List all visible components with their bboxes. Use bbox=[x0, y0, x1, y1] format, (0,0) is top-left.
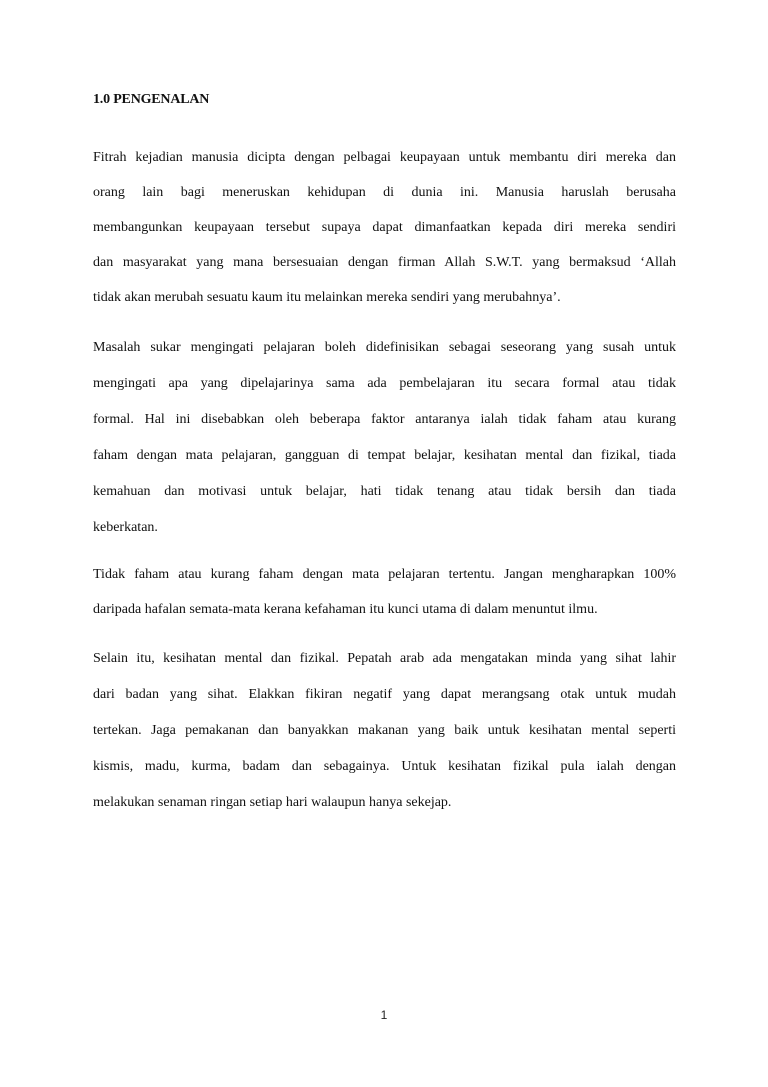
paragraph-line: Fitrah kejadian manusia dicipta dengan pelbagai keupayaan untuk membantu diri mereka dan bbox=[93, 150, 676, 165]
section-heading: 1.0 PENGENALAN bbox=[93, 92, 210, 107]
paragraph-line: dan masyarakat yang mana bersesuaian dengan firman Allah S.W.T. yang bermaksud ‘Allah bbox=[93, 255, 676, 270]
paragraph-line: melakukan senaman ringan setiap hari walaupun hanya sekejap. bbox=[93, 795, 452, 810]
paragraph-line: tidak akan merubah sesuatu kaum itu melainkan mereka sendiri yang merubahnya’. bbox=[93, 290, 561, 305]
paragraph-line: dari badan yang sihat. Elakkan fikiran negatif yang dapat merangsang otak untuk mudah bbox=[93, 687, 676, 702]
paragraph-line: kemahuan dan motivasi untuk belajar, hati tidak tenang atau tidak bersih dan tiada bbox=[93, 484, 676, 499]
paragraph-line: faham dengan mata pelajaran, gangguan di tempat belajar, kesihatan mental dan fizikal, tiada bbox=[93, 448, 676, 463]
paragraph-line: membangunkan keupayaan tersebut supaya dapat dimanfaatkan kepada diri mereka sendiri bbox=[93, 220, 676, 235]
paragraph-line: Tidak faham atau kurang faham dengan mata pelajaran tertentu. Jangan mengharapkan 100% bbox=[93, 567, 676, 582]
page-number: 1 bbox=[380, 1008, 388, 1022]
paragraph-line: kismis, madu, kurma, badam dan sebagainya. Untuk kesihatan fizikal pula ialah dengan bbox=[93, 759, 676, 774]
paragraph-line: Selain itu, kesihatan mental dan fizikal. Pepatah arab ada mengatakan minda yang sihat lahir bbox=[93, 651, 676, 666]
paragraph-line: orang lain bagi meneruskan kehidupan di dunia ini. Manusia haruslah berusaha bbox=[93, 185, 676, 200]
paragraph-line: daripada hafalan semata-mata kerana kefahaman itu kunci utama di dalam menuntut ilmu. bbox=[93, 602, 598, 617]
paragraph-line: tertekan. Jaga pemakanan dan banyakkan makanan yang baik untuk kesihatan mental seperti bbox=[93, 723, 676, 738]
paragraph-line: Masalah sukar mengingati pelajaran boleh didefinisikan sebagai seseorang yang susah untuk bbox=[93, 340, 676, 355]
paragraph-line: mengingati apa yang dipelajarinya sama ada pembelajaran itu secara formal atau tidak bbox=[93, 376, 676, 391]
paragraph-line: formal. Hal ini disebabkan oleh beberapa faktor antaranya ialah tidak faham atau kurang bbox=[93, 412, 676, 427]
paragraph-line: keberkatan. bbox=[93, 520, 158, 535]
